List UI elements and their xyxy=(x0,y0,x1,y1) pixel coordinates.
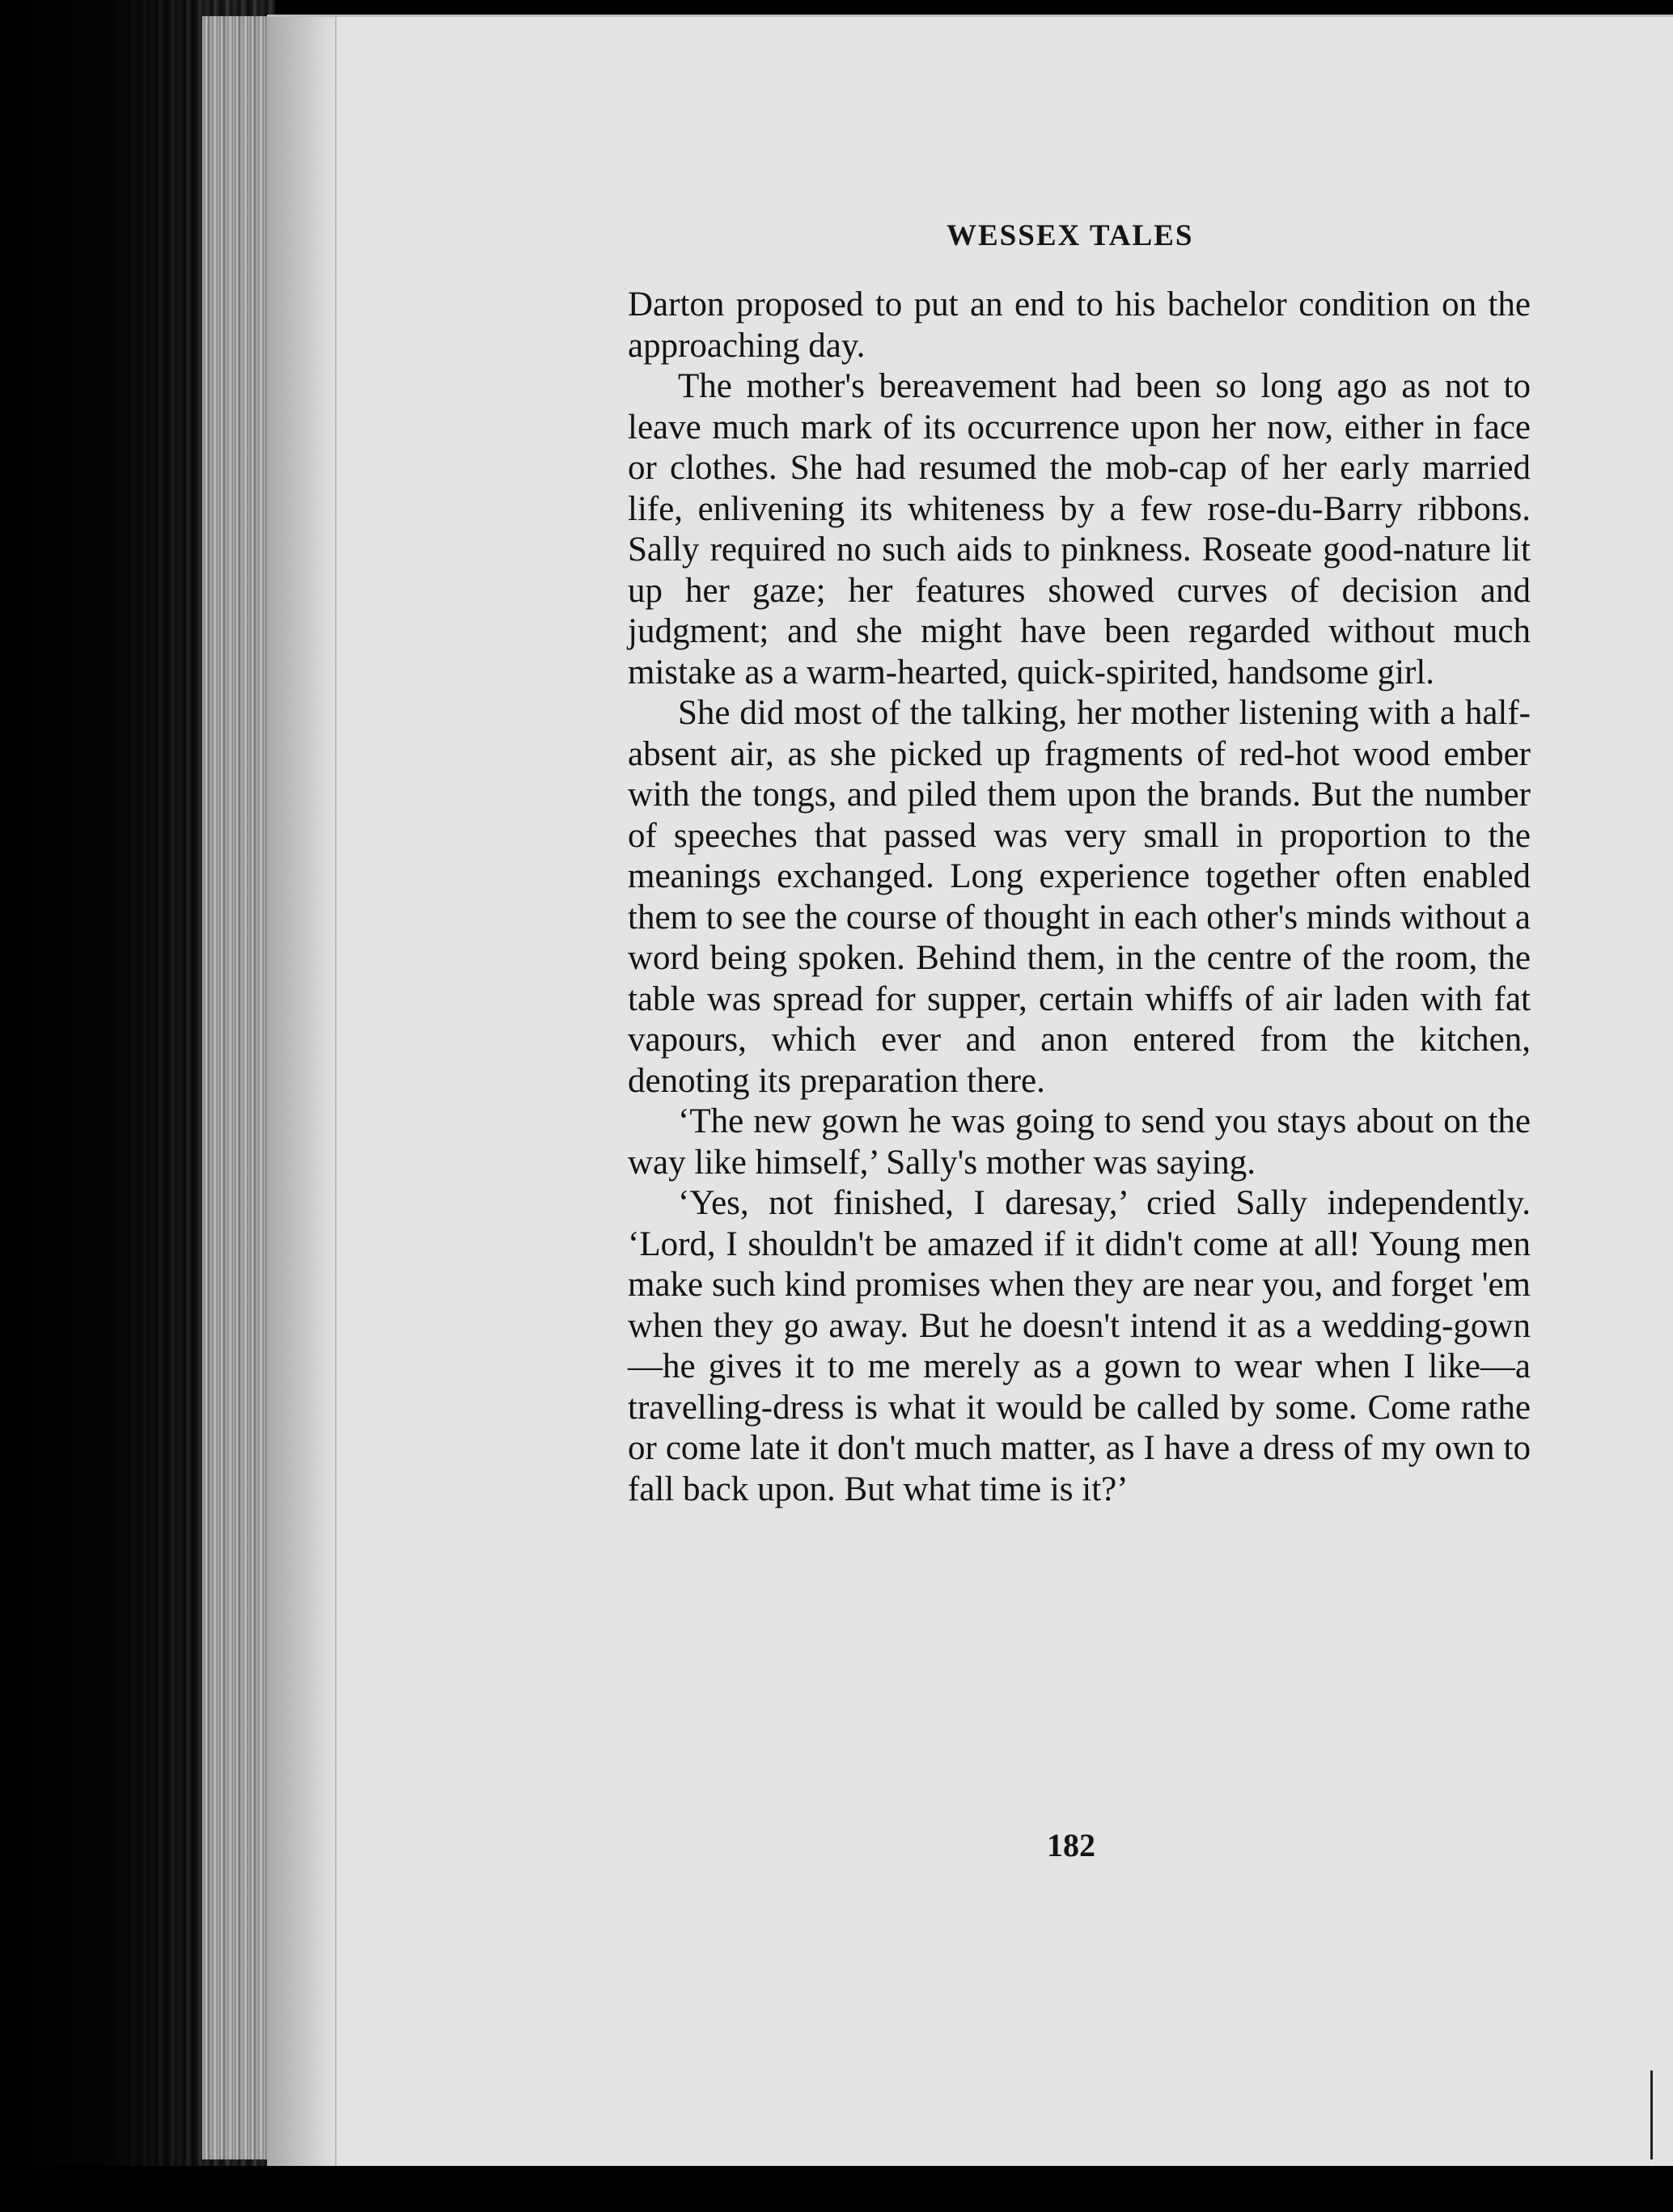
spine-shadow xyxy=(0,0,202,2212)
body-text xyxy=(628,285,1531,1510)
gutter-fold-line xyxy=(335,17,337,2168)
paragraph-3: She did most of the talking, her mother listening with a half-absent air, as she picked up fragments of red-hot wood ember with the tongs, and piled them upon the brands. But the number of speeches that passed was very small in proportion to the meanings exchanged. Long experience together often enabled them to see the course of thought in each other's minds without a word being spoken. Behind them, in the centre of the room, the table was spread for supper, certain whiffs of air laden with fat vapours, which ever and anon entered from the kitchen, denoting its preparation there. xyxy=(628,694,1531,1100)
paragraph-5: ‘Yes, not finished, I daresay,’ cried Sally independently. ‘Lord, I shouldn't be amazed if it didn't come at all! Young men make such kind promises when they are near you, and forget 'em when they go away. But he doesn't intend it as a wedding-gown—he gives it to me merely as a gown to wear when I like—a travelling-dress is what it would be called by some. Come rathe or come late it don't much matter, as I have a dress of my own to fall back upon. But what time is it?’ xyxy=(628,1184,1531,1508)
gutter-shadow xyxy=(267,17,340,2168)
page-number: 182 xyxy=(1047,1827,1095,1863)
running-head: WESSEX TALES xyxy=(947,219,1194,252)
paragraph-1: Darton proposed to put an end to his bachelor condition on the approaching day. xyxy=(628,285,1531,365)
margin-mark xyxy=(1650,2070,1653,2159)
paragraph-2: The mother's bereavement had been so long ago as not to leave much mark of its occurrence upon her now, either in face or clothes. She had resumed the mob-cap of her early married life, enlivening its whiteness by a few rose-du-Barry ribbons. Sally required no such aids to pinkness. Roseate good-nature lit up her gaze; her features showed curves of decision and judgment; and she might have been regarded without much mistake as a warm-hearted, quick-spirited, handsome girl. xyxy=(628,367,1531,692)
paragraph-4: ‘The new gown he was going to send you stays about on the way like himself,’ Sally's mother was saying. xyxy=(628,1102,1531,1182)
scan-bottom-border xyxy=(0,2166,1673,2212)
